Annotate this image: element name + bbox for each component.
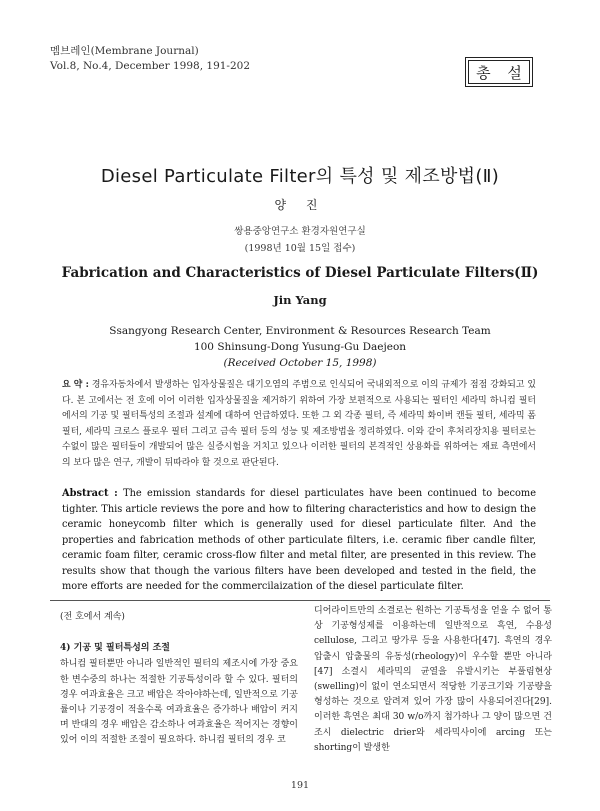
section-divider: [50, 600, 550, 601]
abstract-korean: [62, 378, 536, 471]
article-type-badge: 총 설: [468, 60, 530, 84]
author-english: Jin Yang: [273, 293, 327, 307]
affiliation-org-korean: 쌍용중앙연구소 환경자원연구실: [234, 226, 366, 237]
body-right-column: [314, 604, 552, 756]
continued-note: (전 호에서 계속): [60, 612, 125, 622]
body-left-text: 하니컴 필터뿐만 아니라 일반적인 필터의 제조시에 가장 중요한 변수중의 하나는 적절한 기공특성이라 할 수 있다. 필터의 경우 여과효율은 크고 배압은 작아야하는데, 일반적으로 기공률이나 기공경이 적을수록 여과효율은 증가하나 배압이 커지며 반대의 경우 배압은 감소하나 여과효율은 적어지는 경향이 있어 이의 적절한 조절이 필요하다. 하니컴 필터의 경우 코: [60, 659, 298, 746]
affiliation-org-english: Ssangyong Research Center, Environment & Resources Research Team: [109, 325, 491, 337]
abstract-korean-text: 경유자동차에서 발생하는 입자상물질은 대기오염의 주범으로 인식되어 국내외적으로 이의 규제가 점점 강화되고 있다. 본 고에서는 전 호에 이어 이러한 입자상물질을 제거하기 위하여 가장 보편적으로 사용되는 필터인 세라믹 하니컴 필터에서의 기공 및 필터특성의 조절과 설계에 대하여 언급하였다. 또한 그 외 각종 필터, 즉 세라믹 화이버 캔들 필터, 세라믹 폼 필터, 세라믹 크로스 플로우 필터 그리고 금속 필터 등의 성능 및 제조방법을 정리하였다. 이와 같이 후처리장치용 필터로는 수없이 많은 필터들이 개발되어 많은 실증시험을 거치고 있으나 이러한 필터의 본격적인 상용화를 위하여는 재료 측면에서의 보다 많은 연구, 개발이 뒤따라야 할 것으로 판단된다.: [62, 380, 536, 468]
page-number: 191: [290, 780, 310, 791]
abstract-english-label: Abstract :: [62, 488, 118, 499]
abstract-english-text: The emission standards for diesel particulates have been continued to become tighter. This article reviews the pore and how to filtering characteristics and how to design the ceramic honeycomb filter which is generally used for diesel particulate filter. And the properties and fabrication methods of other particulate filters, i.e. ceramic fiber candle filter, ceramic foam filter, ceramic cross-flow filter and metal filter, are presented in this review. The results show that though the various filters have been developed and tested in the field, the more efforts are needed for the commercilaization of the diesel particulate filter.: [62, 488, 536, 592]
received-date-korean: (1998년 10월 15일 접수): [244, 243, 356, 254]
affiliation-korean: [0, 223, 600, 257]
title-korean: Diesel Particulate Filter의 특성 및 제조방법(Ⅱ): [100, 166, 500, 187]
journal-name: 멤브레인(Membrane Journal): [50, 45, 199, 57]
title-english: Fabrication and Characteristics of Diesel Particulate Filters(Ⅱ): [61, 265, 539, 281]
affiliation-address: 100 Shinsung-Dong Yusung-Gu Daejeon: [193, 341, 407, 353]
section-heading: 4) 기공 및 필터특성의 조절: [60, 643, 170, 654]
author-korean: 양 진: [274, 198, 326, 212]
abstract-korean-label: 요 약 :: [62, 380, 89, 390]
affiliation-english: [0, 323, 600, 371]
body-left-column: [60, 604, 298, 749]
journal-volume: Vol.8, No.4, December 1998, 191-202: [50, 60, 251, 72]
abstract-english: [62, 486, 536, 595]
received-date-english: (Received October 15, 1998): [223, 357, 377, 369]
body-right-text: 디어라이트만의 소결로는 원하는 기공특성을 얻을 수 없어 통상 기공형성제를 이용하는데 일반적으로 흑연, 수용성 cellulose, 그리고 땅가루 등을 사용한다[47]. 흑연의 경우 압출시 압출물의 유동성(rheology)이 우수할 뿐만 아니라[47] 소결시 세라믹의 균열을 유발시키는 부풀림현상(swelling)이 없이 연소되면서 적당한 기공크기와 기공량을 형성하는 것으로 알려져 있어 가장 많이 사용되어진다[29]. 이러한 흑연은 최대 30 w/o까지 첨가하나 그 양이 많으면 건조시 dielectric drier와 세라믹사이에 arcing 또는 shorting이 발생한: [314, 606, 552, 753]
journal-info: [50, 44, 250, 74]
